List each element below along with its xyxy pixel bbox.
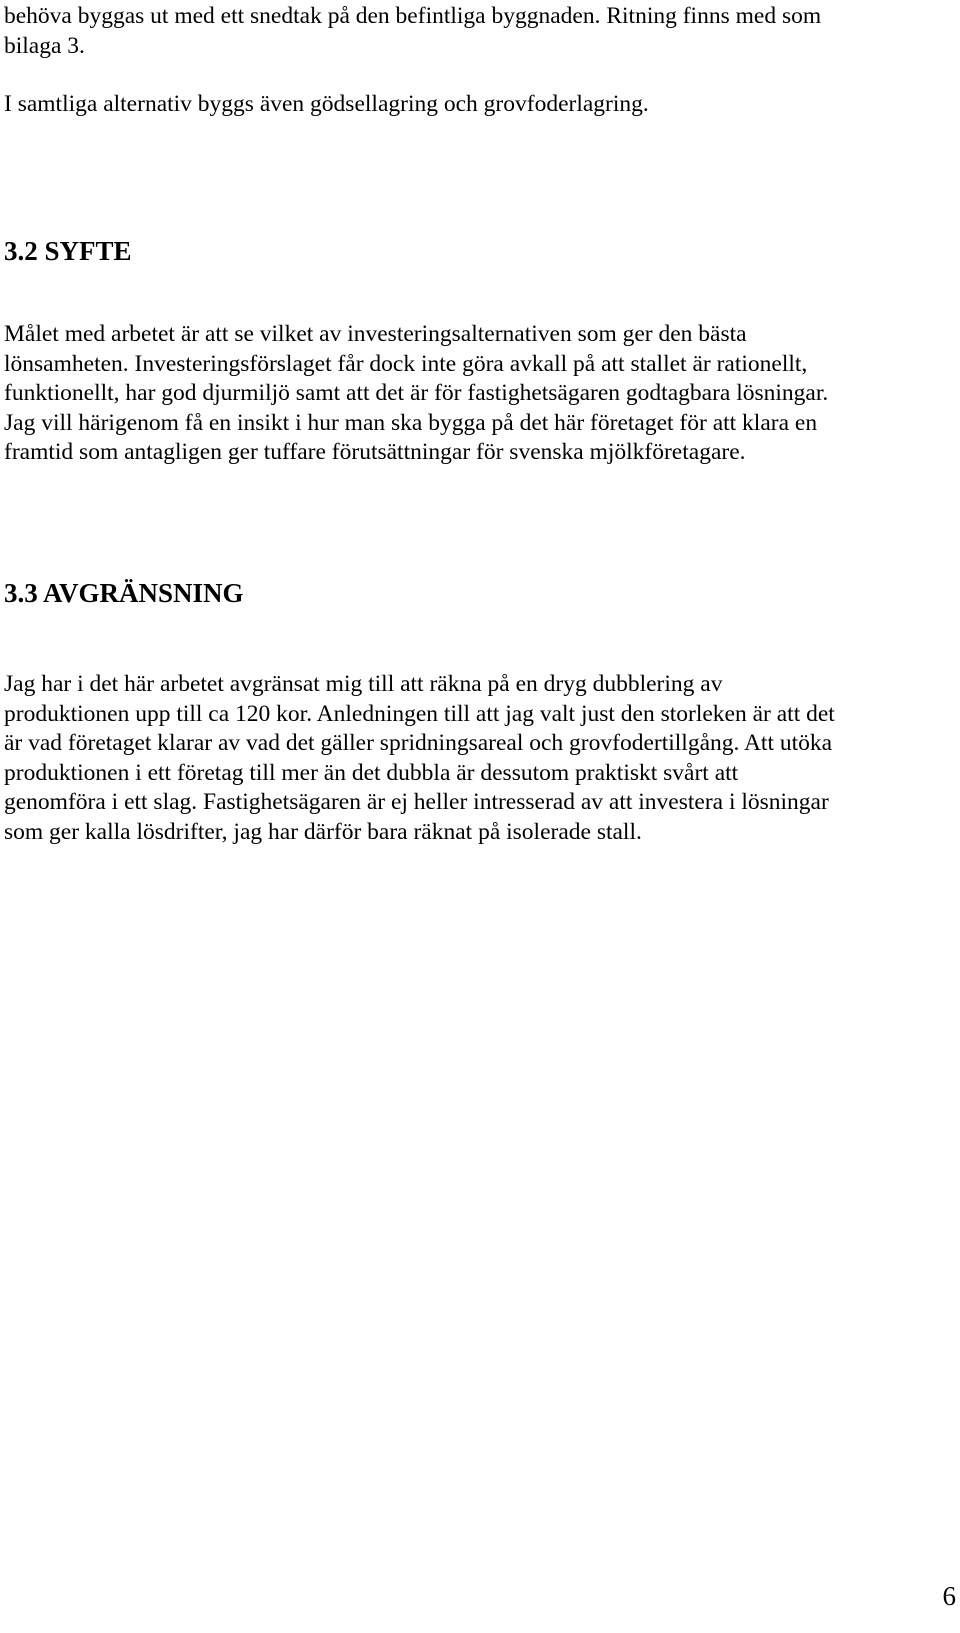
- purpose-paragraph: Målet med arbetet är att se vilket av investeringsalternativen som ger den bästa lönsamheten. Investeringsförslaget får dock inte göra avkall på att stallet är rationellt, funktionellt, har god djurmiljö samt att det är för fastighetsägaren godtagbara lösningar. Jag vill härigenom få en insikt i hur man ska bygga på det här företaget för att klara en framtid som antagligen ger tuffare förutsättningar för svenska mjölkföretagare.: [4, 321, 829, 465]
- scope-paragraph: Jag har i det här arbetet avgränsat mig till att räkna på en dryg dubblering av produktionen upp till ca 120 kor. Anledningen till att jag valt just den storleken är att det är vad företaget klarar av vad det gäller spridningsareal och grovfodertillgång. Att utöka produktionen i ett företag till mer än det dubbla är dessutom praktiskt svårt att genomföra i ett slag. Fastighetsägaren är ej heller intresserad av att investera i lösningar som ger kalla lösdrifter, jag har därför bara räknat på isolerade stall.: [4, 671, 835, 845]
- storage-paragraph: I samtliga alternativ byggs även gödsellagring och grovfoderlagring.: [4, 91, 649, 117]
- intro-paragraph: behöva byggas ut med ett snedtak på den befintliga byggnaden. Ritning finns med som bilaga 3.: [4, 3, 822, 59]
- section-heading-avgransning: 3.3 AVGRÄNSNING: [4, 578, 244, 608]
- page-number: 6: [942, 1581, 956, 1611]
- section-heading-syfte: 3.2 SYFTE: [4, 236, 132, 266]
